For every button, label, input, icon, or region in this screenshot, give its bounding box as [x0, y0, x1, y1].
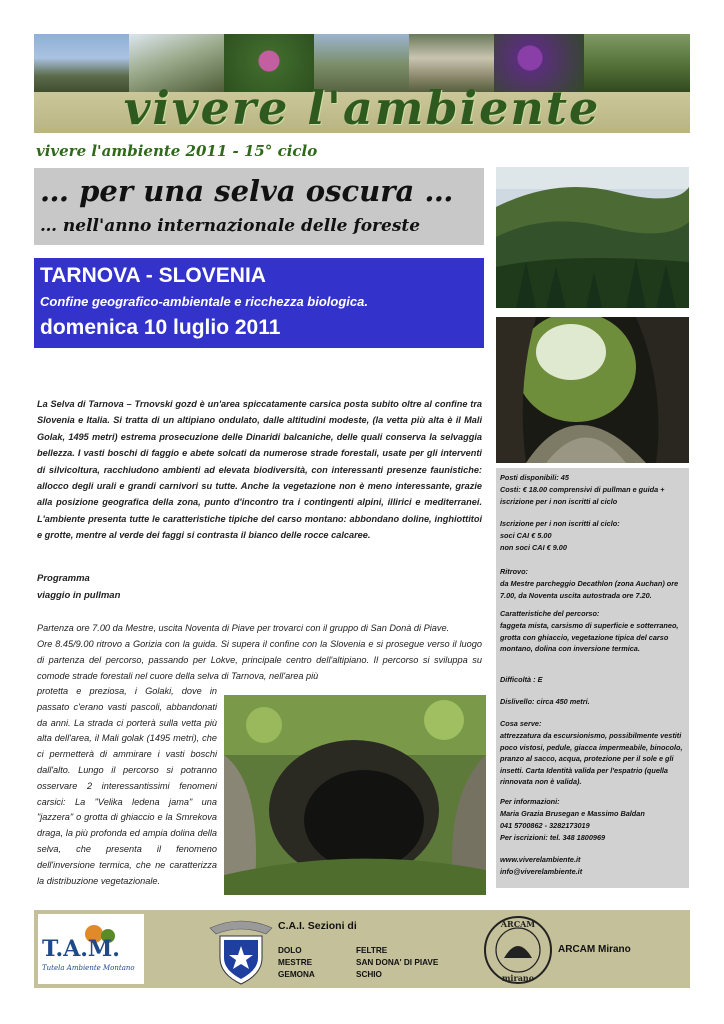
cave-photo [496, 317, 689, 463]
city-feltre: FELTRE [356, 946, 388, 955]
forest-photo [496, 167, 689, 308]
headline-box [34, 168, 484, 245]
arcam-name: ARCAM Mirano [558, 944, 631, 955]
info-cosa-text: attrezzatura da escursionismo, possibilmente vestiti poco vistosi, pedule, giacca impermeabile, binocolo, pranzo al sacco, acqua, protezione per il sole e gli insetti. Carta Identità valida per l'espatrio (quella rinnovata non è valida). [500, 731, 683, 787]
city-gemona: GEMONA [278, 970, 315, 979]
info-costi: Costi: € 18.00 comprensivi di pullman e guida + iscrizione per i non iscritti al ciclo [500, 485, 665, 506]
info-iscrizione-title: Iscrizione per i non iscritti al ciclo: [500, 519, 620, 528]
info-non-soci: non soci CAI € 9.00 [500, 543, 567, 552]
cai-logo [206, 914, 276, 986]
tam-logo-letters: T.A.M. [42, 936, 120, 962]
tam-logo-subtitle: Tutela Ambiente Montano [42, 964, 135, 972]
info-caratteristiche-text: faggeta mista, carsismo di superficie e sotterraneo, grotta con ghiaccio, vegetazione tipica del carso montano, dolina con inversione termica. [500, 621, 679, 654]
headline-subtitle: … nell'anno internazionale delle foreste [40, 216, 421, 236]
city-san-dona: SAN DONA' DI PIAVE [356, 958, 439, 967]
info-difficolta: Difficoltà : E [500, 675, 543, 684]
program-title: Programma [37, 573, 90, 584]
program-paragraph-2: Ore 8.45/9.00 ritrovo a Gorizia con la guida. Si supera il confine con la Slovenia e si prosegue verso il luogo di partenza del percorso, passando per Lokve, principale centro dell'altipiano. Il percorso si sviluppa su comode strade forestali nel cuore della selva di Tarnova, nell'area più [37, 639, 482, 681]
event-box [34, 258, 484, 348]
info-ritrovo-title: Ritrovo: [500, 567, 528, 576]
program-subtitle: viaggio in pullman [37, 590, 121, 601]
arcam-logo-top: ARCAM [500, 919, 536, 929]
cycle-subtitle: vivere l'ambiente 2011 - 15° ciclo [36, 142, 318, 160]
city-dolo: DOLO [278, 946, 302, 955]
info-caratteristiche-title: Caratteristiche del percorso: [500, 609, 600, 618]
footer [34, 910, 690, 988]
info-box [496, 468, 689, 888]
info-email-link[interactable]: info@viverelambiente.it [500, 867, 583, 876]
info-names: Maria Grazia Brusegan e Massimo Baldan [500, 809, 645, 818]
arcam-logo-bottom: mirano [501, 973, 535, 983]
info-soci: soci CAI € 5.00 [500, 531, 552, 540]
headline: … per una selva oscura … [40, 174, 454, 208]
program-paragraph-1: Partenza ore 7.00 da Mestre, uscita Noventa di Piave per trovarci con il gruppo di San Donà di Piave. [37, 623, 450, 633]
city-mestre: MESTRE [278, 958, 313, 967]
cai-title: C.A.I. Sezioni di [278, 920, 357, 932]
program-paragraph-3: protetta e preziosa, i Golaki, dove in passato c'erano vasti pascoli, abbandonati da anni. La strada ci porterà sulla vetta più alta dell'area, il Mali golak (1495 metri), che ci permetterà di ammirare i vasti boschi dall'alto. Lungo il percorso si potranno osservare 2 interessantissimi fenomeni carsici: La "Velika ledena jama" una "jazzera" o grotta di ghiaccio e la Smrekova draga, la più profonda ed ampia dolina della selva, che presenta il fenomeno dell'inversione termica, che ne caratterizza la distribuzione vegetazionale. [37, 686, 217, 886]
intro-text: La Selva di Tarnova – Trnovski gozd è un'area spiccatamente carsica posta subito oltre al confine tra Slovenia e Italia. Si tratta di un altipiano ondulato, dalle altitudini modeste, (la vetta più alta è il Mali Golak, 1495 metri) estrema prosecuzione delle Dinaridi balcaniche, delle quali conserva la selvaggia bellezza. I vasti boschi di faggio e abete solcati da numerose strade forestali, usate per gli interventi di silvicoltura, racchiudono ambienti ad elevata biodiversità, con interessanti presenze faunistiche: allocco degli urali e grandi carnivori su tutte. Anche la vegetazione non è meno interessante, grazie alla posizione geografica della zona, punto d'incontro tra i contingenti alpini, illirici e mediterranei. L'ambiente presenta tutte le caratteristiche tipiche del carso montano: abbondano doline, inghiottitoi e grotte, mentre al verde dei faggi si contrasta il bianco delle rocce calcaree. [37, 399, 482, 541]
info-posti: Posti disponibili: 45 [500, 473, 569, 482]
doline-photo [224, 695, 486, 895]
info-website-link[interactable]: www.viverelambiente.it [500, 855, 581, 864]
info-ritrovo-text: da Mestre parcheggio Decathlon (zona Auchan) ore 7.00, da Noventa uscita autostrada ore 7.20. [500, 579, 679, 600]
info-per-info-title: Per informazioni: [500, 797, 560, 806]
event-tagline: Confine geografico-ambientale e ricchezza biologica. [40, 294, 368, 309]
banner-title: vivere l'ambiente [123, 81, 601, 133]
banner [34, 34, 690, 133]
arcam-logo [482, 914, 554, 986]
city-schio: SCHIO [356, 970, 382, 979]
info-cosa-title: Cosa serve: [500, 719, 542, 728]
tam-logo [38, 914, 144, 984]
event-date: domenica 10 luglio 2011 [40, 316, 281, 339]
info-iscrizioni-tel: Per iscrizioni: tel. 348 1800969 [500, 833, 606, 842]
info-phones: 041 5700862 - 3282173019 [500, 821, 590, 830]
info-dislivello: Dislivello: circa 450 metri. [500, 697, 590, 706]
event-place: TARNOVA - SLOVENIA [40, 264, 266, 287]
